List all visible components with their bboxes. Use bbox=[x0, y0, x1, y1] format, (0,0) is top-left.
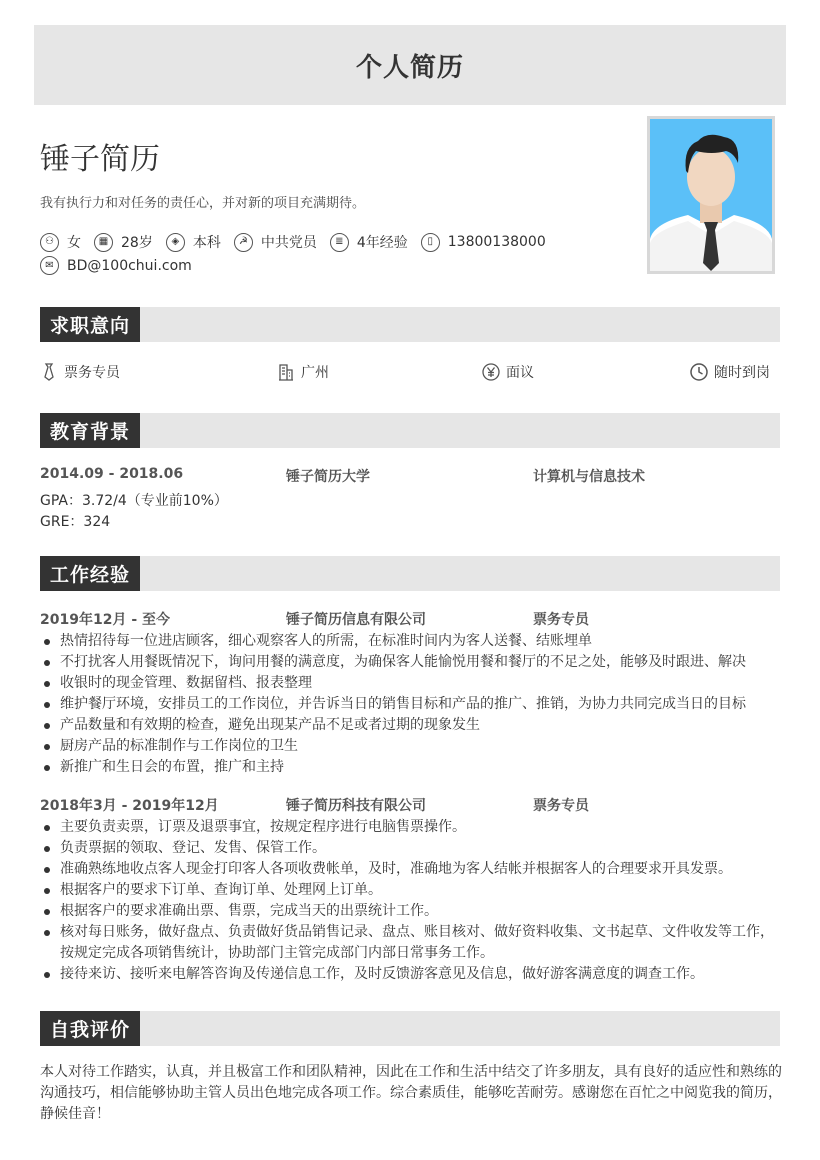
section-label-self: 自我评价 bbox=[40, 1011, 140, 1046]
experience-item bbox=[330, 232, 408, 252]
gender-value: 女 bbox=[67, 235, 81, 251]
gender-icon: ⚇ bbox=[40, 233, 59, 252]
education-period: 2014.09 - 2018.06 bbox=[40, 466, 184, 482]
degree-item bbox=[166, 232, 221, 252]
age-item bbox=[94, 232, 153, 252]
title-band bbox=[34, 25, 786, 105]
duty-item: 准确熟练地收点客人现金打印客人各项收费帐单，及时，准确地为客人结帐并根据客人的合理要求开具发票。 bbox=[40, 859, 780, 880]
experience-value: 4年经验 bbox=[356, 235, 408, 251]
section-header-intent bbox=[40, 307, 780, 342]
politics-item bbox=[234, 232, 317, 252]
section-label-intent: 求职意向 bbox=[40, 307, 140, 342]
duty-item: 热情招待每一位进店顾客，细心观察客人的所需，在标准时间内为客人送餐、结账埋单 bbox=[40, 631, 780, 652]
intent-salary-item bbox=[482, 362, 534, 382]
duty-item: 收银时的现金管理、数据留档、报表整理 bbox=[40, 673, 780, 694]
party-emblem-icon: ☭ bbox=[234, 233, 253, 252]
clock-icon bbox=[690, 363, 708, 381]
work-1-company: 锤子简历信息有限公司 bbox=[286, 612, 426, 628]
politics-value: 中共党员 bbox=[260, 235, 317, 251]
calendar-icon: ▦ bbox=[94, 233, 113, 252]
duty-item: 接待来访、接听来电解答咨询及传递信息工作，及时反馈游客意见及信息，做好游客满意度的调查工作。 bbox=[40, 964, 780, 985]
work-1-role: 票务专员 bbox=[533, 612, 589, 628]
intent-city-item bbox=[277, 362, 329, 382]
work-2-role: 票务专员 bbox=[533, 798, 589, 814]
education-gre: GRE：324 bbox=[40, 514, 111, 530]
contact-row bbox=[40, 256, 205, 275]
email-item bbox=[40, 256, 192, 275]
basic-info-row bbox=[40, 232, 559, 252]
graduation-cap-icon: ◈ bbox=[166, 233, 185, 252]
education-school: 锤子简历大学 bbox=[286, 469, 370, 485]
phone-item bbox=[421, 233, 546, 252]
intent-position: 票务专员 bbox=[64, 365, 120, 381]
duty-item: 不打扰客人用餐既情况下，询问用餐的满意度，为确保客人能愉悦用餐和餐厅的不足之处，能够及时跟进、解决 bbox=[40, 652, 780, 673]
section-label-education: 教育背景 bbox=[40, 413, 140, 448]
building-icon bbox=[277, 363, 295, 381]
duty-item: 根据客户的要求下订单、查询订单、处理网上订单。 bbox=[40, 880, 780, 901]
avatar-illustration bbox=[650, 119, 772, 271]
document-icon: ≣ bbox=[330, 233, 349, 252]
work-2-duty-list bbox=[40, 817, 780, 985]
gender-item bbox=[40, 232, 81, 252]
duty-item: 产品数量和有效期的检查，避免出现某产品不足或者过期的现象发生 bbox=[40, 715, 780, 736]
email-value[interactable]: BD@100chui.com bbox=[67, 257, 192, 274]
duty-item: 根据客户的要求准确出票、售票，完成当天的出票统计工作。 bbox=[40, 901, 780, 922]
work-2-period: 2018年3月 - 2019年12月 bbox=[40, 798, 219, 814]
yen-icon bbox=[482, 363, 500, 381]
candidate-motto: 我有执行力和对任务的责任心，并对新的项目充满期待。 bbox=[40, 196, 366, 211]
section-header-education bbox=[40, 413, 780, 448]
intent-city: 广州 bbox=[301, 365, 329, 381]
duty-item: 新推广和生日会的布置，推广和主持 bbox=[40, 757, 780, 778]
duty-item: 厨房产品的标准制作与工作岗位的卫生 bbox=[40, 736, 780, 757]
intent-salary: 面议 bbox=[506, 365, 534, 381]
work-1-duty-list bbox=[40, 631, 780, 778]
education-gpa: GPA：3.72/4（专业前10%） bbox=[40, 493, 228, 509]
email-icon: ✉ bbox=[40, 256, 59, 275]
section-header-self bbox=[40, 1011, 780, 1046]
self-evaluation-text: 本人对待工作踏实，认真，并且极富工作和团队精神，因此在工作和生活中结交了许多朋友，具有良好的适应性和熟练的沟通技巧，相信能够协助主管人员出色地完成各项工作。综合素质佳，能够吃苦耐劳。感谢您在百忙之中阅览我的简历，静候佳音！ bbox=[40, 1064, 782, 1122]
education-major: 计算机与信息技术 bbox=[533, 469, 645, 485]
age-value: 28岁 bbox=[121, 235, 153, 251]
work-2-company: 锤子简历科技有限公司 bbox=[286, 798, 426, 814]
page-title: 个人简历 bbox=[355, 52, 464, 83]
tie-icon bbox=[40, 363, 58, 381]
section-label-work: 工作经验 bbox=[40, 556, 140, 591]
duty-item: 负责票据的领取、登记、发售、保管工作。 bbox=[40, 838, 780, 859]
profile-photo bbox=[647, 116, 775, 274]
duty-item: 主要负责卖票，订票及退票事宜，按规定程序进行电脑售票操作。 bbox=[40, 817, 780, 838]
duty-item: 核对每日账务，做好盘点、负责做好货品销售记录、盘点、账目核对、做好资料收集、文书起草、文件收发等工作，按规定完成各项销售统计，协助部门主管完成部门内部日常事务工作。 bbox=[40, 922, 780, 964]
intent-position-item bbox=[40, 362, 120, 382]
intent-arrival-item bbox=[690, 362, 770, 382]
intent-arrival: 随时到岗 bbox=[714, 365, 770, 381]
duty-item: 维护餐厅环境，安排员工的工作岗位，并告诉当日的销售目标和产品的推广、推销，为协力共同完成当日的目标 bbox=[40, 694, 780, 715]
candidate-name: 锤子简历 bbox=[40, 142, 160, 177]
section-header-work bbox=[40, 556, 780, 591]
work-1-period: 2019年12月 - 至今 bbox=[40, 612, 171, 628]
degree-value: 本科 bbox=[192, 235, 221, 251]
phone-icon: ▯ bbox=[421, 233, 440, 252]
phone-value: 13800138000 bbox=[447, 234, 546, 250]
